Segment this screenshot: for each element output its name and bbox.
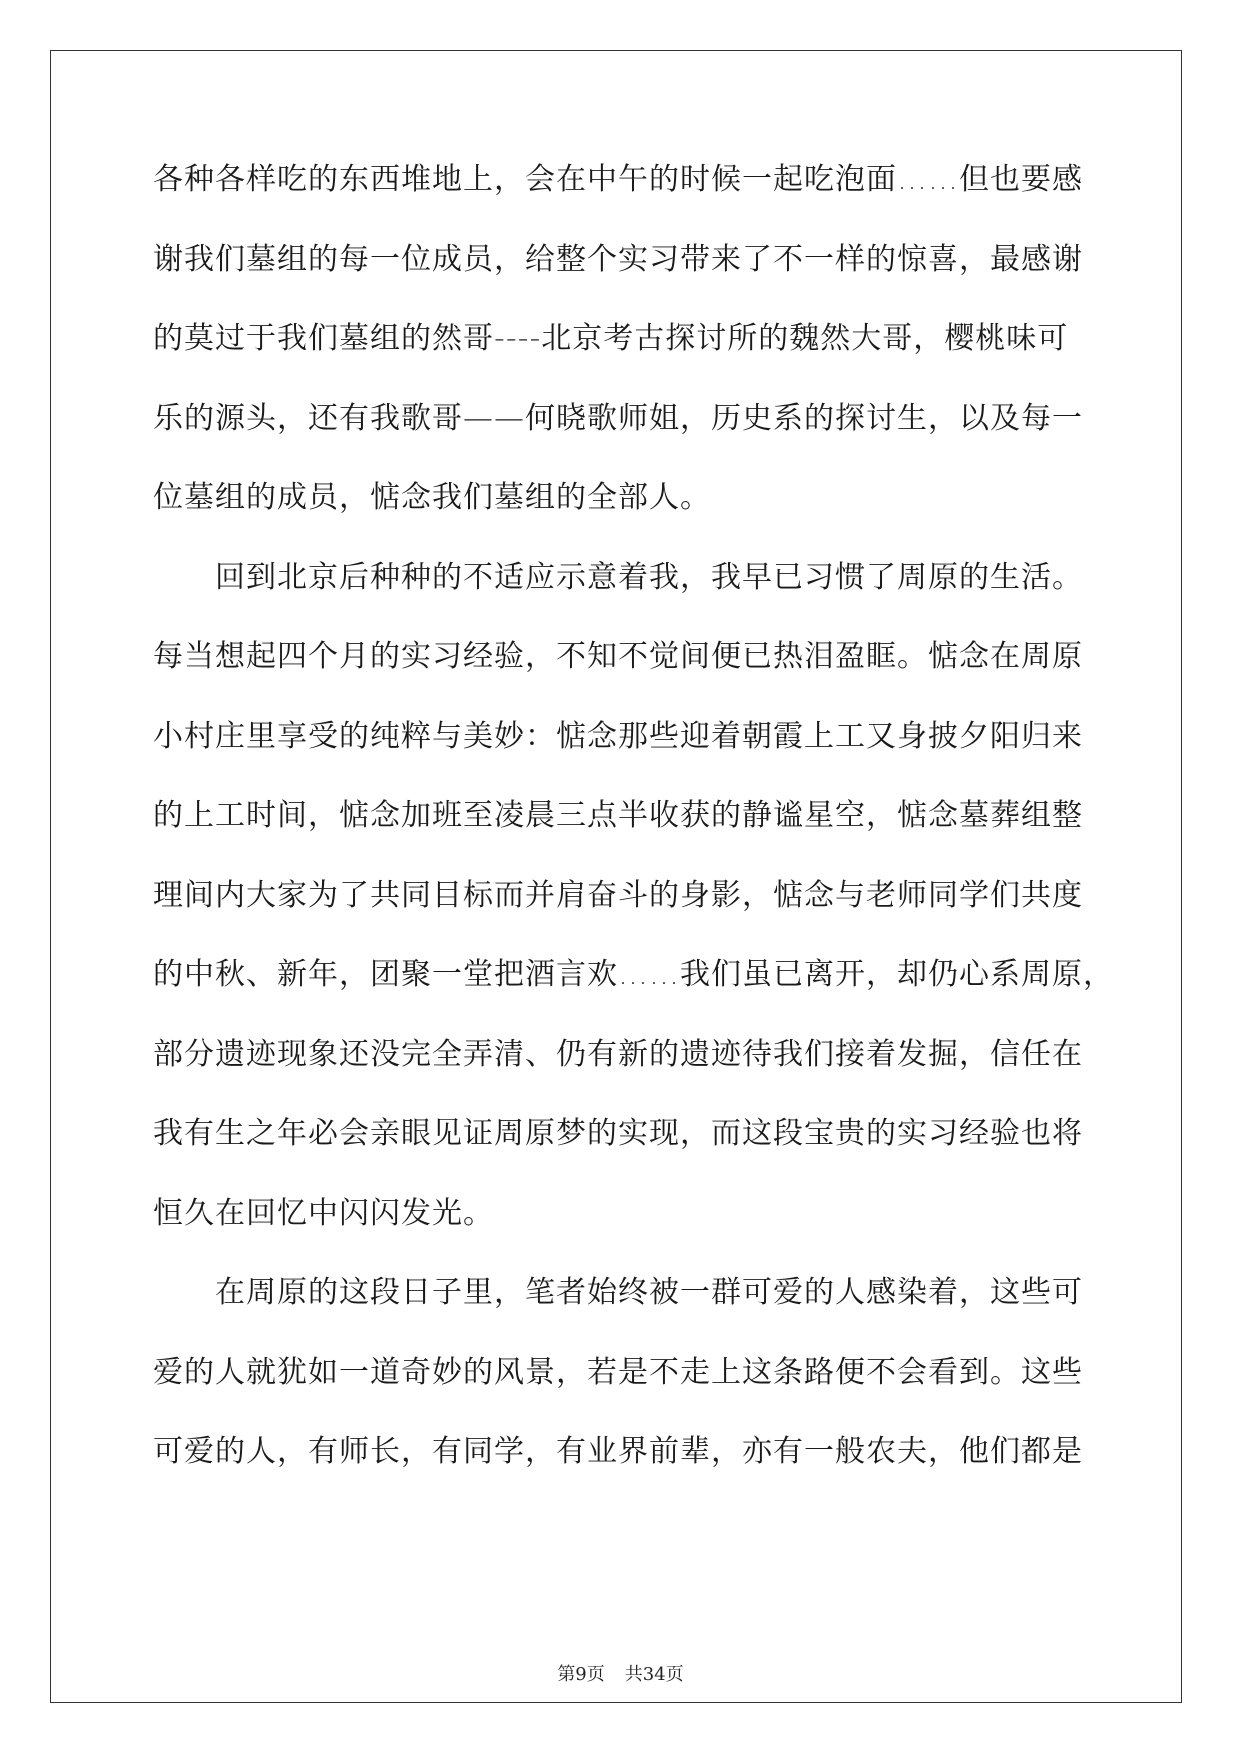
text-line: 的上工时间，惦念加班至凌晨三点半收获的静谧星空，惦念墓葬组整	[153, 798, 1083, 833]
text-line: 可爱的人，有师长，有同学，有业界前辈，亦有一般农夫，他们都是	[153, 1434, 1083, 1469]
text-line: 各种各样吃的东西堆地上，会在中午的时候一起吃泡面……但也要感	[153, 162, 1083, 197]
text-line: 在周原的这段日子里，笔者始终被一群可爱的人感染着，这些可	[215, 1275, 1083, 1310]
page-total: 共34页	[624, 1664, 684, 1685]
text-line: 回到北京后种种的不适应示意着我，我早已习惯了周原的生活。	[215, 559, 1083, 595]
text-line: 每当想起四个月的实习经验，不知不觉间便已热泪盈眶。惦念在周原	[153, 639, 1083, 674]
text-line: 谢我们墓组的每一位成员，给整个实习带来了不一样的惊喜，最感谢	[153, 241, 1083, 277]
text-line: 的中秋、新年，团聚一堂把酒言欢……我们虽已离开，却仍心系周原，	[153, 957, 1114, 992]
text-line: 部分遗迹现象还没完全弄清、仍有新的遗迹待我们接着发掘，信任在	[153, 1036, 1083, 1072]
text-line: 小村庄里享受的纯粹与美妙：惦念那些迎着朝霞上工又身披夕阳归来	[153, 718, 1083, 754]
text-line: 理间内大家为了共同目标而并肩奋斗的身影，惦念与老师同学们共度	[153, 877, 1083, 913]
text-line: 位墓组的成员，惦念我们墓组的全部人。	[153, 480, 711, 515]
text-line: 我有生之年必会亲眼见证周原梦的实现，而这段宝贵的实习经验也将	[153, 1116, 1083, 1151]
text-line: 乐的源头，还有我歌哥——何晓歌师姐，历史系的探讨生，以及每一	[153, 400, 1083, 436]
text-line: 爱的人就犹如一道奇妙的风景，若是不走上这条路便不会看到。这些	[153, 1354, 1083, 1390]
page-number: 第9页	[557, 1664, 605, 1685]
document-body	[153, 160, 1114, 1512]
page-footer	[0, 1660, 1241, 1686]
text-line: 恒久在回忆中闪闪发光。	[153, 1195, 494, 1231]
text-line: 的莫过于我们墓组的然哥----北京考古探讨所的魏然大哥，樱桃味可	[153, 321, 1069, 356]
